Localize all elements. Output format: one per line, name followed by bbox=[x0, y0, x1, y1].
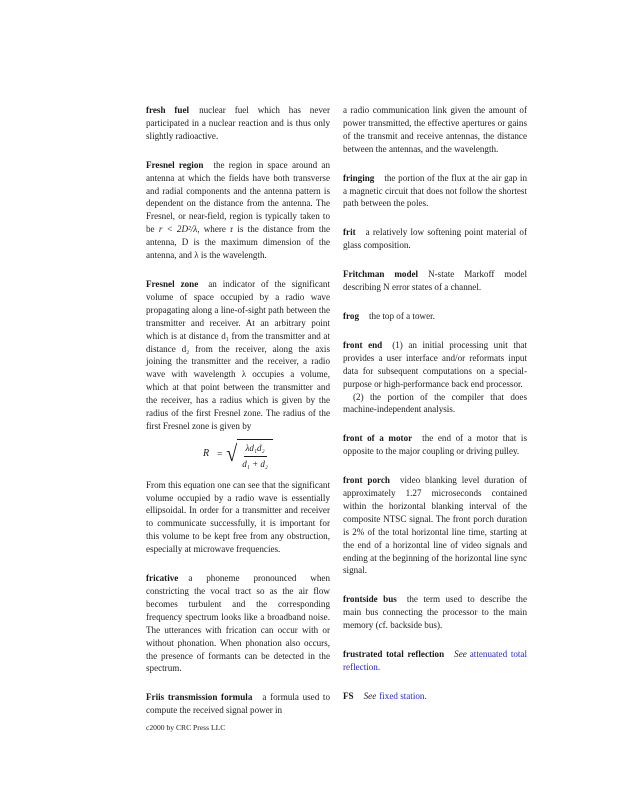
definition: a relatively low softening point material of glass composition. bbox=[343, 227, 527, 251]
term-heading: FS bbox=[343, 690, 354, 701]
entry-fritchman-model bbox=[343, 268, 527, 294]
term-heading: Fresnel region bbox=[146, 159, 204, 170]
definition-continued: From this equation one can see that the significant volume occupied by a radio wave is essentially ellipsoidal. In order for a transmitter and receiver to communicate successfully, it is important for this volume to be kept free from any obstruction, especially at microwave frequencies. bbox=[146, 479, 330, 555]
entry-fresnel-region bbox=[146, 159, 330, 262]
definition-continued: a radio communication link given the amount of power transmitted, the effective apertures or gains of the transmit and receive antennas, the distance between the antennas, and the wavelength. bbox=[343, 105, 527, 154]
definition: the region in space around an antenna at which the fields have both transverse and radial components and the antenna pattern is dependent on the distance from the antenna. The Fresnel, or near-field, region is typically taken to be bbox=[146, 159, 331, 235]
cross-reference-link[interactable]: attenuated total reflection. bbox=[343, 649, 527, 672]
definition: the top of a tower. bbox=[369, 310, 435, 321]
copyright-footer: c2000 by CRC Press LLC bbox=[146, 723, 226, 732]
definition: a phoneme pronounced when constricting the vocal tract so as the air flow becomes turbulent and the corresponding frequency spectrum looks like a broadband noise. The utterances with frication can occur with or without phonation. When phonation also occurs, the presence of formants can be detected in the spectrum. bbox=[146, 573, 330, 674]
term-heading: fricative bbox=[146, 573, 179, 584]
term-heading: frog bbox=[343, 310, 359, 321]
entry-frontside-bus bbox=[343, 593, 527, 632]
cross-reference-link[interactable]: fixed station. bbox=[379, 690, 427, 701]
entry-fresnel-zone bbox=[146, 278, 330, 556]
fresnel-radius-formula bbox=[146, 439, 330, 471]
term-heading: front end bbox=[343, 339, 383, 350]
radical-body bbox=[237, 439, 273, 471]
see-label: See bbox=[363, 690, 377, 701]
entry-friis-formula bbox=[146, 691, 330, 717]
term-heading: frit bbox=[343, 227, 356, 238]
term-heading: Fritchman model bbox=[343, 269, 419, 280]
entry-fringing bbox=[343, 172, 527, 211]
definition-second-sense: (2) the portion of the compiler that does machine-independent analysis. bbox=[343, 391, 527, 415]
definition: video blanking level duration of approximately 1.27 microseconds contained within the horizontal blanking interval of the composite NTSC signal. The front porch duration is 2% of the total horizontal line time, starting at the end of a horizontal line of video signals and ending at the beginning of the horizontal line sync signal. bbox=[343, 475, 527, 576]
entry-frustrated-total-reflection bbox=[343, 648, 527, 674]
formula-denominator: d₁ + d₂ bbox=[242, 458, 269, 469]
term-heading: frontside bus bbox=[343, 594, 397, 605]
right-column bbox=[343, 104, 527, 719]
left-column bbox=[146, 104, 330, 733]
radical-sign-icon: √ bbox=[226, 441, 238, 467]
term-heading: frustrated total reflection bbox=[343, 649, 445, 660]
definition: an indicator of the significant volume of space occupied by a radio wave propagating along a line-of-sight path between the transmitter and receiver. At an arbitrary point which is at distance d₁ from the transmitter and at distance d₂ from the receiver, along the axis joining the transmitter and the receiver, a radio wave with wavelength λ occupies a volume, which at that point between the transmitter and the receiver, has a radius which is given by the radius of the first Fresnel zone. The radius of the first Fresnel zone is given by bbox=[146, 278, 330, 431]
entry-fresh-fuel bbox=[146, 104, 330, 143]
definition: (1) an initial processing unit that provides a user interface and/or reformats input data for subsequent computations on a special-purpose or high-performance back end processor. bbox=[343, 339, 527, 389]
definition-continued: where r is the distance from the antenna, D is the maximum dimension of the antenna, and λ is the wavelength. bbox=[146, 224, 330, 261]
definition: a formula used to compute the received signal power in bbox=[146, 692, 330, 716]
entry-front-of-a-motor bbox=[343, 432, 527, 458]
entry-frog bbox=[343, 310, 527, 323]
formula-lhs: R bbox=[202, 448, 210, 460]
formula-numerator: λd₁d₂ bbox=[244, 440, 267, 457]
term-heading: fringing bbox=[343, 172, 375, 183]
entry-frit bbox=[343, 226, 527, 252]
term-heading: Fresnel zone bbox=[146, 278, 199, 289]
entry-fs bbox=[343, 690, 527, 703]
inline-math: r < 2D²/λ, bbox=[158, 224, 200, 235]
definition: the portion of the flux at the air gap in a magnetic circuit that does not follow the shortest path between the poles. bbox=[343, 172, 527, 209]
see-label: See bbox=[454, 649, 467, 660]
formula-equals: = bbox=[217, 449, 223, 460]
term-heading: Friis transmission formula bbox=[146, 692, 253, 703]
entry-front-end bbox=[343, 339, 527, 416]
entry-fricative bbox=[146, 572, 330, 675]
term-heading: front of a motor bbox=[343, 433, 413, 444]
entry-friis-continuation bbox=[343, 104, 527, 156]
term-heading: fresh fuel bbox=[146, 105, 190, 115]
definition: the term used to describe the main bus connecting the processor to the main memory (cf. backside bus). bbox=[343, 594, 528, 631]
definition: N-state Markoff model describing N error states of a channel. bbox=[343, 269, 527, 293]
entry-front-porch bbox=[343, 474, 527, 577]
definition: nuclear fuel which has never participated in a nuclear reaction and is thus only slightly radioactive. bbox=[146, 105, 330, 141]
term-heading: front porch bbox=[343, 475, 390, 486]
square-root bbox=[226, 439, 273, 471]
definition: the end of a motor that is opposite to the major coupling or driving pulley. bbox=[343, 433, 527, 457]
